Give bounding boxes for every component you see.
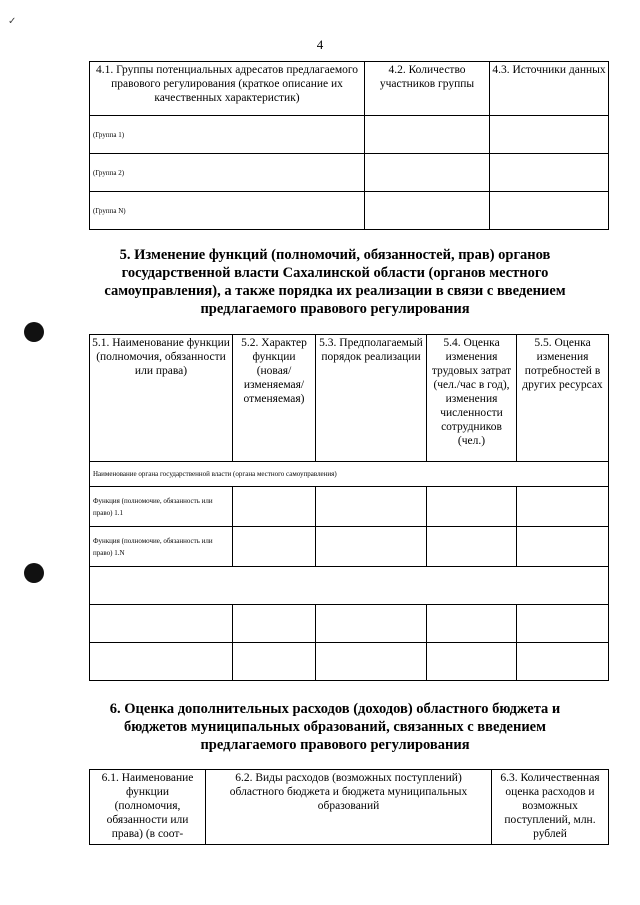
table-5-functions bbox=[89, 334, 609, 681]
table4-row-group-1: (Группа 1) bbox=[90, 116, 365, 154]
table5-header-resources: 5.5. Оценка изменения потребностей в других ресурсах bbox=[517, 335, 609, 462]
table5-cell bbox=[90, 643, 233, 681]
table4-cell bbox=[365, 116, 490, 154]
page-number: 4 bbox=[316, 37, 324, 52]
table4-cell bbox=[490, 192, 609, 230]
table5-cell bbox=[316, 605, 427, 643]
table5-cell bbox=[316, 527, 427, 567]
table4-row-group-n: (Группа N) bbox=[90, 192, 365, 230]
table6-header-name: 6.1. Наименование функции (полномочия, обязанности или права) (в соот- bbox=[90, 770, 206, 845]
table5-cell bbox=[233, 487, 316, 527]
table5-header-name: 5.1. Наименование функции (полномочия, обязанности или права) bbox=[90, 335, 233, 462]
table5-cell bbox=[316, 487, 427, 527]
table4-cell bbox=[490, 154, 609, 192]
table-4-addressees bbox=[89, 61, 609, 230]
table5-cell bbox=[517, 487, 609, 527]
punch-hole-top bbox=[24, 322, 44, 342]
table5-header-character: 5.2. Характер функции (новая/изменяемая/отменяемая) bbox=[233, 335, 316, 462]
table5-empty-row bbox=[90, 567, 609, 605]
table5-header-procedure: 5.3. Предполагаемый порядок реализации bbox=[316, 335, 427, 462]
table-6-budget bbox=[89, 769, 609, 845]
table5-cell bbox=[427, 643, 517, 681]
table4-cell bbox=[365, 192, 490, 230]
table5-cell bbox=[517, 605, 609, 643]
table4-row-group-2: (Группа 2) bbox=[90, 154, 365, 192]
table4-cell bbox=[490, 116, 609, 154]
table4-cell bbox=[365, 154, 490, 192]
section-5-heading: 5. Изменение функций (полномочий, обязанностей, прав) органов государственной власти Сахалинской области (органов местного самоуправления), а также порядка их реализации в связи с введением предлагаемого правового регулирования bbox=[104, 247, 566, 317]
corner-mark: ✓ bbox=[8, 16, 17, 27]
table5-cell bbox=[90, 605, 233, 643]
table4-header-count: 4.2. Количество участников группы bbox=[365, 62, 490, 116]
table5-cell bbox=[427, 487, 517, 527]
table5-cell bbox=[233, 643, 316, 681]
table4-header-sources: 4.3. Источники данных bbox=[490, 62, 609, 116]
section-6-heading: 6. Оценка дополнительных расходов (доходов) областного бюджета и бюджетов муниципальных образований, связанных с введением предлагаемого правового регулирования bbox=[109, 701, 561, 753]
table5-cell bbox=[517, 527, 609, 567]
table6-header-estimate: 6.3. Количественная оценка расходов и возможных поступлений, млн. рублей bbox=[492, 770, 609, 845]
table5-cell bbox=[427, 605, 517, 643]
table6-header-kinds: 6.2. Виды расходов (возможных поступлений) областного бюджета и бюджета муниципальных образований bbox=[206, 770, 492, 845]
table5-cell bbox=[233, 527, 316, 567]
table5-cell bbox=[316, 643, 427, 681]
punch-hole-bottom bbox=[24, 563, 44, 583]
table5-cell bbox=[233, 605, 316, 643]
table5-cell bbox=[517, 643, 609, 681]
table4-header-groups: 4.1. Группы потенциальных адресатов предлагаемого правового регулирования (краткое описание их качественных характеристик) bbox=[90, 62, 365, 116]
table5-cell bbox=[427, 527, 517, 567]
table5-function-1-1: Функция (полномочие, обязанность или право) 1.1 bbox=[90, 487, 233, 527]
table5-header-labor: 5.4. Оценка изменения трудовых затрат (чел./час в год), изменения численности сотрудников (чел.) bbox=[427, 335, 517, 462]
table5-organ-row: Наименование органа государственной власти (органа местного самоуправления) bbox=[90, 462, 609, 487]
table5-function-1-n: Функция (полномочие, обязанность или право) 1.N bbox=[90, 527, 233, 567]
